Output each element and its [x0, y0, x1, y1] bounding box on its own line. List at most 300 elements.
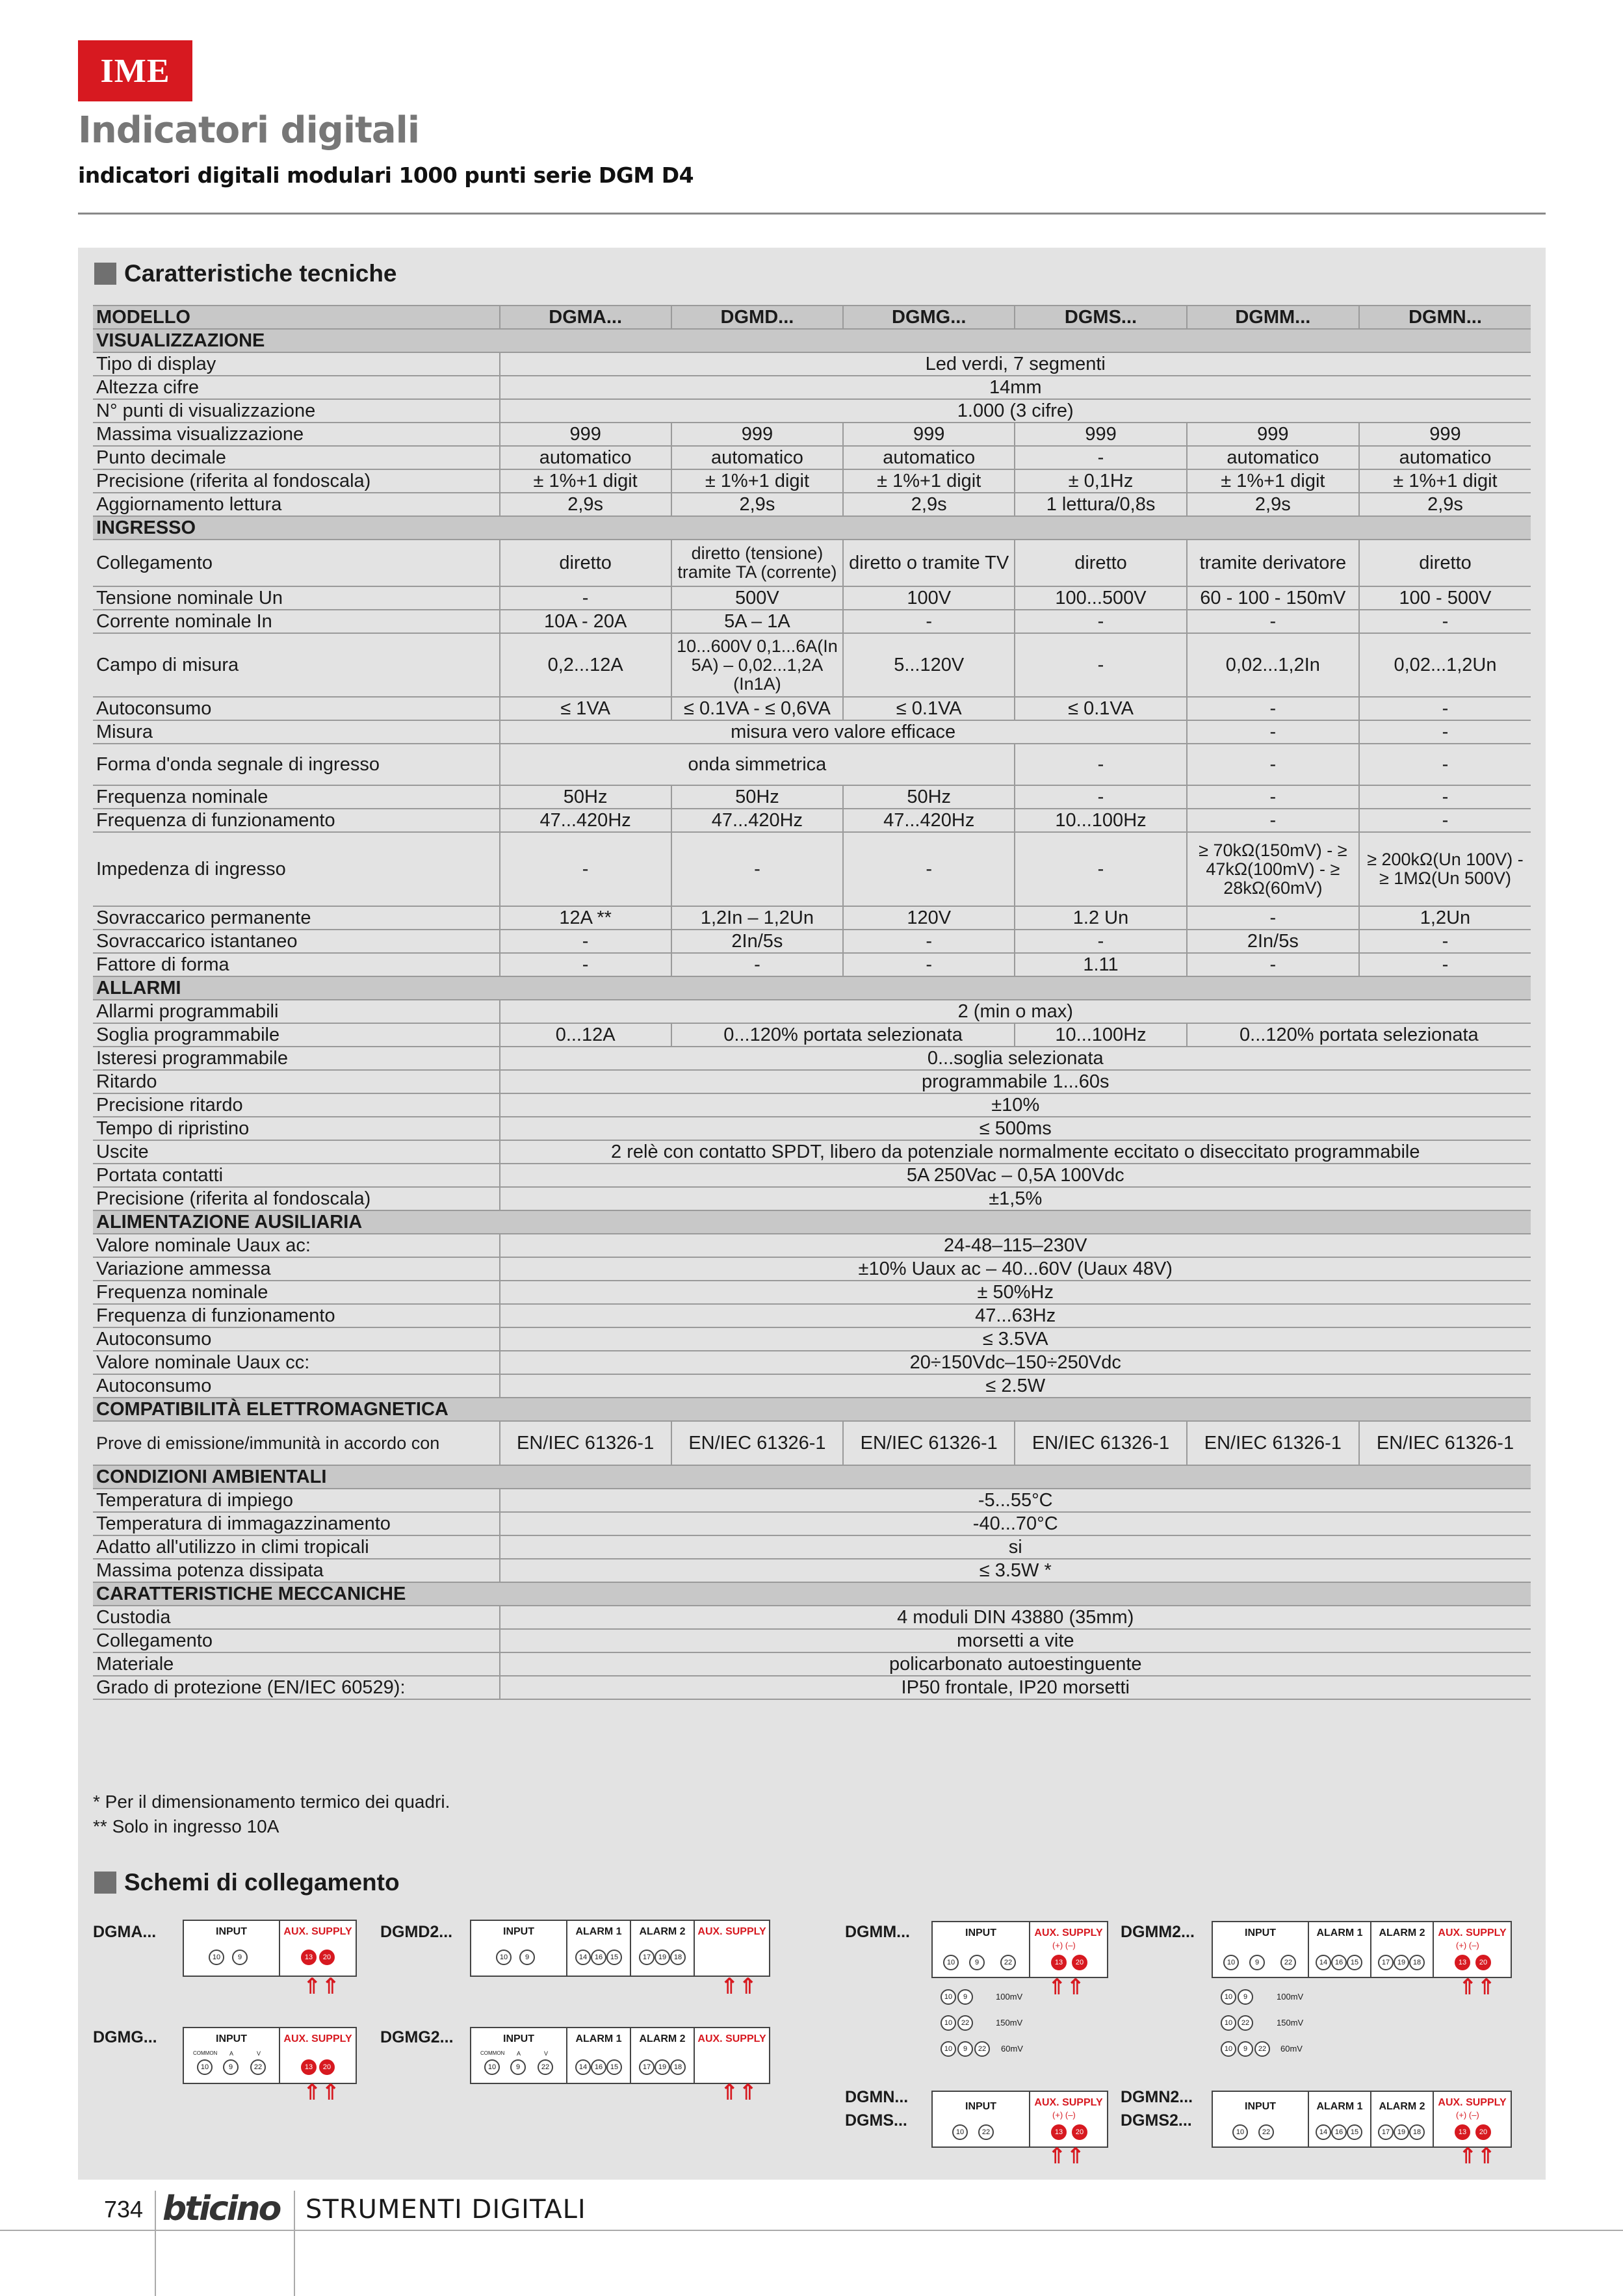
row-label: Prove di emissione/immunità in accordo con — [93, 1421, 500, 1465]
row-value: IP50 frontale, IP20 morsetti — [500, 1676, 1531, 1699]
row-value: - — [1015, 832, 1186, 906]
row-value: - — [500, 586, 671, 610]
table-section-row — [93, 516, 1531, 540]
terminal: 20 — [319, 2059, 335, 2075]
table-row — [93, 1304, 1531, 1327]
row-value: programmabile 1...60s — [500, 1070, 1531, 1093]
terminal: 14 — [1316, 1955, 1331, 1970]
row-label: Collegamento — [93, 1629, 500, 1652]
row-value: ± 1%+1 digit — [500, 469, 671, 493]
row-value: EN/IEC 61326-1 — [500, 1421, 671, 1465]
row-label: Frequenza nominale — [93, 785, 500, 809]
row-value: ± 1%+1 digit — [671, 469, 843, 493]
row-value: tramite derivatore — [1187, 540, 1359, 586]
table-section-row — [93, 329, 1531, 352]
row-value: - — [843, 953, 1015, 976]
row-value: - — [1359, 785, 1531, 809]
row-value: 999 — [1359, 423, 1531, 446]
terminal: 9 — [519, 1950, 535, 1965]
row-value: ≤ 1VA — [500, 697, 671, 720]
terminal: 22 — [974, 2041, 990, 2057]
terminal: 10 — [941, 1989, 956, 2005]
terminal: 10 — [1223, 1955, 1239, 1970]
schemes-heading — [94, 1869, 400, 1896]
terminal: 10 — [484, 2059, 500, 2075]
row-value: ≤ 2.5W — [500, 1374, 1531, 1398]
row-label: Altezza cifre — [93, 376, 500, 399]
table-row — [93, 1257, 1531, 1281]
table-section-row — [93, 1398, 1531, 1421]
row-value: DGMS... — [1015, 306, 1186, 329]
terminal: 18 — [1409, 1955, 1425, 1970]
row-value: 2,9s — [843, 493, 1015, 516]
row-value: 12A ** — [500, 906, 671, 930]
row-value: si — [500, 1535, 1531, 1559]
table-section-row — [93, 1210, 1531, 1234]
row-label: Ritardo — [93, 1070, 500, 1093]
row-value: DGMD... — [671, 306, 843, 329]
table-row — [93, 1629, 1531, 1652]
terminal: 9 — [232, 1950, 248, 1965]
table-row — [93, 1187, 1531, 1210]
row-label: Massima visualizzazione — [93, 423, 500, 446]
scheme-dgma: INPUT AUX. SUPPLY 10 9 13 20 — [183, 1920, 357, 1977]
row-value: ± 1%+1 digit — [1359, 469, 1531, 493]
terminal: 19 — [1394, 2124, 1409, 2140]
row-value: EN/IEC 61326-1 — [1187, 1421, 1359, 1465]
scheme-dgmm2: INPUT ALARM 1 ALARM 2 AUX. SUPPLY (+) (–) 10 9 22 14 16 15 17 19 18 13 20 — [1212, 1921, 1512, 1978]
range-150mv: 150mV — [1277, 2018, 1304, 2028]
row-value: - — [1359, 953, 1531, 976]
row-value: diretto — [1015, 540, 1186, 586]
row-label: CARATTERISTICHE MECCANICHE — [93, 1582, 1531, 1606]
row-value: - — [671, 953, 843, 976]
terminal: 13 — [1455, 2124, 1470, 2140]
table-row — [93, 1652, 1531, 1676]
terminal: 9 — [223, 2059, 239, 2075]
scheme-label: DGMM2... — [1121, 1923, 1195, 1941]
specs-heading-text: Caratteristiche tecniche — [124, 260, 397, 287]
row-label: Aggiornamento lettura — [93, 493, 500, 516]
row-value: - — [1015, 785, 1186, 809]
table-row — [93, 1374, 1531, 1398]
table-row — [93, 1489, 1531, 1512]
table-row — [93, 469, 1531, 493]
table-row — [93, 586, 1531, 610]
row-value: - — [1187, 610, 1359, 633]
row-value: - — [1015, 744, 1186, 785]
row-value: ± 1%+1 digit — [843, 469, 1015, 493]
table-row — [93, 1512, 1531, 1535]
row-value: automatico — [1187, 446, 1359, 469]
row-label: Valore nominale Uaux cc: — [93, 1351, 500, 1374]
row-value: - — [1015, 610, 1186, 633]
row-label: CONDIZIONI AMBIENTALI — [93, 1465, 1531, 1489]
terminal: 22 — [1254, 2041, 1270, 2057]
terminal: 18 — [670, 1950, 686, 1965]
terminal: 15 — [606, 2059, 622, 2075]
row-label: Corrente nominale In — [93, 610, 500, 633]
table-row — [93, 720, 1531, 744]
row-label: Massima potenza dissipata — [93, 1559, 500, 1582]
terminal: 10 — [1221, 1989, 1236, 2005]
row-value: - — [1187, 744, 1359, 785]
table-row — [93, 446, 1531, 469]
scheme-label: DGMN2... — [1121, 2088, 1193, 2106]
terminal: 22 — [1280, 1955, 1296, 1970]
row-value: ≤ 0.1VA — [1015, 697, 1186, 720]
specs-table — [93, 305, 1531, 1700]
supply-arrow-icon: ⇑⇑ — [1048, 2144, 1085, 2169]
scheme-dgmn-dgms: INPUT AUX. SUPPLY (+) (–) 10 22 13 20 — [931, 2091, 1108, 2148]
row-label: Misura — [93, 720, 500, 744]
row-label: VISUALIZZAZIONE — [93, 329, 1531, 352]
table-row — [93, 376, 1531, 399]
supply-arrow-icon: ⇑⇑ — [1459, 1975, 1496, 2000]
table-row — [93, 1140, 1531, 1164]
table-row — [93, 1606, 1531, 1629]
terminal: 16 — [1331, 2124, 1347, 2140]
footnote: ** Solo in ingresso 10A — [93, 1816, 279, 1836]
row-label: Sovraccarico istantaneo — [93, 930, 500, 953]
row-value: 24-48–115–230V — [500, 1234, 1531, 1257]
range-100mv: 100mV — [996, 1992, 1023, 2002]
row-label: Adatto all'utilizzo in climi tropicali — [93, 1535, 500, 1559]
terminal: 22 — [1258, 2124, 1274, 2140]
row-label: Autoconsumo — [93, 697, 500, 720]
supply-arrow-icon: ⇑⇑ — [1048, 1975, 1085, 2000]
row-value: 1.11 — [1015, 953, 1186, 976]
row-label: Soglia programmabile — [93, 1023, 500, 1047]
row-value: 10...100Hz — [1015, 809, 1186, 832]
row-value: 2,9s — [1187, 493, 1359, 516]
row-label: Materiale — [93, 1652, 500, 1676]
range-60mv: 60mV — [1280, 2044, 1303, 2054]
terminal: 20 — [319, 1950, 335, 1965]
row-value: 0,02...1,2In — [1187, 633, 1359, 697]
row-value: - — [671, 832, 843, 906]
row-value: - — [1015, 446, 1186, 469]
row-value: 10...100Hz — [1015, 1023, 1186, 1047]
row-value: 0...soglia selezionata — [500, 1047, 1531, 1070]
section-square-icon — [94, 1872, 116, 1894]
row-value: - — [1187, 809, 1359, 832]
ime-logo: IME — [78, 40, 192, 101]
row-value: 5A – 1A — [671, 610, 843, 633]
row-value: - — [1187, 697, 1359, 720]
row-label: Uscite — [93, 1140, 500, 1164]
row-value: 2In/5s — [671, 930, 843, 953]
page-subtitle: indicatori digitali modulari 1000 punti serie DGM D4 — [78, 163, 694, 188]
table-row — [93, 744, 1531, 785]
range-60mv: 60mV — [1001, 2044, 1023, 2054]
row-label: ALLARMI — [93, 976, 1531, 1000]
row-value: ≤ 0.1VA - ≤ 0,6VA — [671, 697, 843, 720]
supply-arrow-icon: ⇑⇑ — [303, 1974, 340, 1999]
table-row — [93, 785, 1531, 809]
terminal: 22 — [957, 2015, 973, 2031]
specs-heading — [94, 260, 397, 287]
terminal: 22 — [1000, 1955, 1016, 1970]
terminal: 20 — [1072, 1955, 1087, 1970]
scheme-label: DGMG... — [93, 2028, 157, 2046]
scheme-dgmd2: INPUT ALARM 1 ALARM 2 AUX. SUPPLY 10 9 14 16 15 17 19 18 — [470, 1920, 770, 1977]
terminal: 10 — [941, 2015, 956, 2031]
row-value: 100V — [843, 586, 1015, 610]
scheme-label: DGMA... — [93, 1923, 157, 1941]
table-row — [93, 930, 1531, 953]
terminal: 17 — [639, 1950, 655, 1965]
row-value: -40...70°C — [500, 1512, 1531, 1535]
row-value: ≤ 500ms — [500, 1117, 1531, 1140]
row-value: 100 - 500V — [1359, 586, 1531, 610]
row-value: 1.2 Un — [1015, 906, 1186, 930]
table-row — [93, 1559, 1531, 1582]
row-value: ±10% Uaux ac – 40...60V (Uaux 48V) — [500, 1257, 1531, 1281]
row-value: 999 — [671, 423, 843, 446]
page-number: 734 — [104, 2196, 144, 2223]
row-value: ±1,5% — [500, 1187, 1531, 1210]
section-square-icon — [94, 263, 116, 285]
schemes-heading-text: Schemi di collegamento — [124, 1869, 400, 1896]
footer-divider — [294, 2191, 295, 2296]
row-label: Isteresi programmabile — [93, 1047, 500, 1070]
row-value: - — [500, 832, 671, 906]
table-row — [93, 493, 1531, 516]
table-row — [93, 1676, 1531, 1699]
row-value: 1,2In – 1,2Un — [671, 906, 843, 930]
row-value: EN/IEC 61326-1 — [1359, 1421, 1531, 1465]
terminal: 22 — [1238, 2015, 1253, 2031]
row-value: 0,02...1,2Un — [1359, 633, 1531, 697]
row-value: Led verdi, 7 segmenti — [500, 352, 1531, 376]
terminal: 16 — [591, 1950, 606, 1965]
row-value: DGMA... — [500, 306, 671, 329]
row-value: 50Hz — [671, 785, 843, 809]
table-row — [93, 1535, 1531, 1559]
scheme-label: DGMM... — [845, 1923, 910, 1941]
footnote: * Per il dimensionamento termico dei quadri. — [93, 1792, 450, 1812]
table-row — [93, 1351, 1531, 1374]
row-value: - — [1359, 744, 1531, 785]
supply-arrow-icon: ⇑⇑ — [1459, 2144, 1496, 2169]
terminal: 15 — [606, 1950, 622, 1965]
row-value: - — [1015, 930, 1186, 953]
terminal: 22 — [538, 2059, 553, 2075]
row-value: EN/IEC 61326-1 — [671, 1421, 843, 1465]
table-row — [93, 1234, 1531, 1257]
terminal: 22 — [250, 2059, 266, 2075]
row-value: 60 - 100 - 150mV — [1187, 586, 1359, 610]
row-label: INGRESSO — [93, 516, 1531, 540]
row-value: - — [843, 610, 1015, 633]
row-value: - — [1359, 720, 1531, 744]
scheme-label: DGMS... — [845, 2111, 907, 2130]
row-value: ≤ 3.5VA — [500, 1327, 1531, 1351]
row-label: Allarmi programmabili — [93, 1000, 500, 1023]
row-value: ±10% — [500, 1093, 1531, 1117]
row-value: 5A 250Vac – 0,5A 100Vdc — [500, 1164, 1531, 1187]
row-label: Temperatura di impiego — [93, 1489, 500, 1512]
row-value: 999 — [1015, 423, 1186, 446]
row-label: Valore nominale Uaux ac: — [93, 1234, 500, 1257]
table-row — [93, 906, 1531, 930]
row-value: 47...420Hz — [843, 809, 1015, 832]
terminal: 20 — [1072, 2124, 1087, 2140]
table-row — [93, 953, 1531, 976]
row-value: 0...12A — [500, 1023, 671, 1047]
row-label: Frequenza nominale — [93, 1281, 500, 1304]
row-label: Frequenza di funzionamento — [93, 1304, 500, 1327]
supply-arrow-icon: ⇑⇑ — [303, 2080, 340, 2105]
row-value: 999 — [1187, 423, 1359, 446]
terminal: 13 — [1051, 2124, 1067, 2140]
row-value: 120V — [843, 906, 1015, 930]
terminal: 10 — [952, 2124, 968, 2140]
row-label: Precisione (riferita al fondoscala) — [93, 469, 500, 493]
table-row — [93, 832, 1531, 906]
row-value: misura vero valore efficace — [500, 720, 1187, 744]
terminal: 19 — [655, 1950, 670, 1965]
row-value: 2,9s — [1359, 493, 1531, 516]
row-value: 20÷150Vdc–150÷250Vdc — [500, 1351, 1531, 1374]
row-label: Portata contatti — [93, 1164, 500, 1187]
terminal: 13 — [301, 2059, 317, 2075]
table-row — [93, 1070, 1531, 1093]
row-value: 2,9s — [500, 493, 671, 516]
table-section-row — [93, 1582, 1531, 1606]
footer-section: STRUMENTI DIGITALI — [305, 2195, 586, 2224]
row-value: 2,9s — [671, 493, 843, 516]
header-rule — [78, 213, 1546, 215]
row-value: ≤ 3.5W * — [500, 1559, 1531, 1582]
range-100mv: 100mV — [1277, 1992, 1304, 2002]
table-row — [93, 1164, 1531, 1187]
row-label: N° punti di visualizzazione — [93, 399, 500, 423]
footer-divider — [155, 2191, 156, 2296]
row-value: automatico — [843, 446, 1015, 469]
supply-arrow-icon: ⇑⇑ — [720, 2080, 757, 2105]
row-value: - — [843, 930, 1015, 953]
terminal: 18 — [670, 2059, 686, 2075]
supply-arrow-icon: ⇑⇑ — [720, 1974, 757, 1999]
row-value: onda simmetrica — [500, 744, 1015, 785]
row-value: automatico — [500, 446, 671, 469]
row-label: Precisione ritardo — [93, 1093, 500, 1117]
terminal: 10 — [941, 2041, 956, 2057]
terminal: 14 — [575, 2059, 591, 2075]
row-value: - — [1187, 953, 1359, 976]
row-value: 0...120% portata selezionata — [671, 1023, 1015, 1047]
row-value: policarbonato autoestinguente — [500, 1652, 1531, 1676]
row-value: ≤ 0.1VA — [843, 697, 1015, 720]
row-label: ALIMENTAZIONE AUSILIARIA — [93, 1210, 1531, 1234]
table-row — [93, 1093, 1531, 1117]
row-label: Tensione nominale Un — [93, 586, 500, 610]
row-label: Collegamento — [93, 540, 500, 586]
row-label: Impedenza di ingresso — [93, 832, 500, 906]
row-label: MODELLO — [93, 306, 500, 329]
terminal: 14 — [575, 1950, 591, 1965]
terminal: 14 — [1316, 2124, 1331, 2140]
row-value: - — [1015, 633, 1186, 697]
terminal: 20 — [1475, 1955, 1491, 1970]
scheme-label: DGMS2... — [1121, 2111, 1192, 2130]
terminal: 9 — [1238, 2041, 1253, 2057]
terminal: 10 — [1221, 2015, 1236, 2031]
row-value: - — [1187, 720, 1359, 744]
row-label: Autoconsumo — [93, 1374, 500, 1398]
table-row — [93, 809, 1531, 832]
row-value: diretto (tensione) tramite TA (corrente) — [671, 540, 843, 586]
row-label: Punto decimale — [93, 446, 500, 469]
row-value: 47...420Hz — [671, 809, 843, 832]
row-value: ± 0,1Hz — [1015, 469, 1186, 493]
table-row — [93, 1047, 1531, 1070]
row-value: ± 50%Hz — [500, 1281, 1531, 1304]
row-value: 2 relè con contatto SPDT, libero da potenziale normalmente eccitato o diseccitato programmabile — [500, 1140, 1531, 1164]
row-label: Variazione ammessa — [93, 1257, 500, 1281]
terminal: 17 — [1378, 2124, 1394, 2140]
range-150mv: 150mV — [996, 2018, 1023, 2028]
terminal: 9 — [510, 2059, 526, 2075]
row-value: - — [500, 953, 671, 976]
row-value: 1.000 (3 cifre) — [500, 399, 1531, 423]
bticino-logo: bticino — [162, 2189, 280, 2228]
table-row — [93, 1117, 1531, 1140]
row-value: 4 moduli DIN 43880 (35mm) — [500, 1606, 1531, 1629]
row-value: ≥ 70kΩ(150mV) - ≥ 47kΩ(100mV) - ≥ 28kΩ(60mV) — [1187, 832, 1359, 906]
terminal: 10 — [496, 1950, 512, 1965]
row-value: DGMM... — [1187, 306, 1359, 329]
row-label: Fattore di forma — [93, 953, 500, 976]
table-row — [93, 423, 1531, 446]
row-value: ≥ 200kΩ(Un 100V) - ≥ 1MΩ(Un 500V) — [1359, 832, 1531, 906]
row-value: EN/IEC 61326-1 — [843, 1421, 1015, 1465]
row-value: automatico — [1359, 446, 1531, 469]
row-value: 1 lettura/0,8s — [1015, 493, 1186, 516]
terminal: 9 — [957, 1989, 973, 2005]
terminal: 15 — [1347, 1955, 1362, 1970]
scheme-label: DGMG2... — [380, 2028, 454, 2046]
row-label: Grado di protezione (EN/IEC 60529): — [93, 1676, 500, 1699]
row-label: Autoconsumo — [93, 1327, 500, 1351]
row-value: - — [1359, 697, 1531, 720]
row-value: -5...55°C — [500, 1489, 1531, 1512]
row-label: Precisione (riferita al fondoscala) — [93, 1187, 500, 1210]
terminal: 10 — [1232, 2124, 1248, 2140]
terminal: 9 — [957, 2041, 973, 2057]
terminal: 19 — [1394, 1955, 1409, 1970]
table-row — [93, 633, 1531, 697]
terminal: 18 — [1409, 2124, 1425, 2140]
row-value: 50Hz — [500, 785, 671, 809]
terminal: 10 — [1221, 2041, 1236, 2057]
table-row — [93, 399, 1531, 423]
scheme-dgmn2-dgms2: INPUT ALARM 1 ALARM 2 AUX. SUPPLY (+) (–) 10 22 14 16 15 17 19 18 13 20 — [1212, 2091, 1512, 2148]
terminal: 17 — [1378, 1955, 1394, 1970]
row-value: 2In/5s — [1187, 930, 1359, 953]
terminal: 20 — [1475, 2124, 1491, 2140]
terminal: 19 — [655, 2059, 670, 2075]
row-value: 999 — [500, 423, 671, 446]
terminal: 9 — [969, 1955, 985, 1970]
terminal: 13 — [1051, 1955, 1067, 1970]
row-value: EN/IEC 61326-1 — [1015, 1421, 1186, 1465]
row-label: Campo di misura — [93, 633, 500, 697]
terminal: 9 — [1249, 1955, 1265, 1970]
row-value: - — [1359, 930, 1531, 953]
